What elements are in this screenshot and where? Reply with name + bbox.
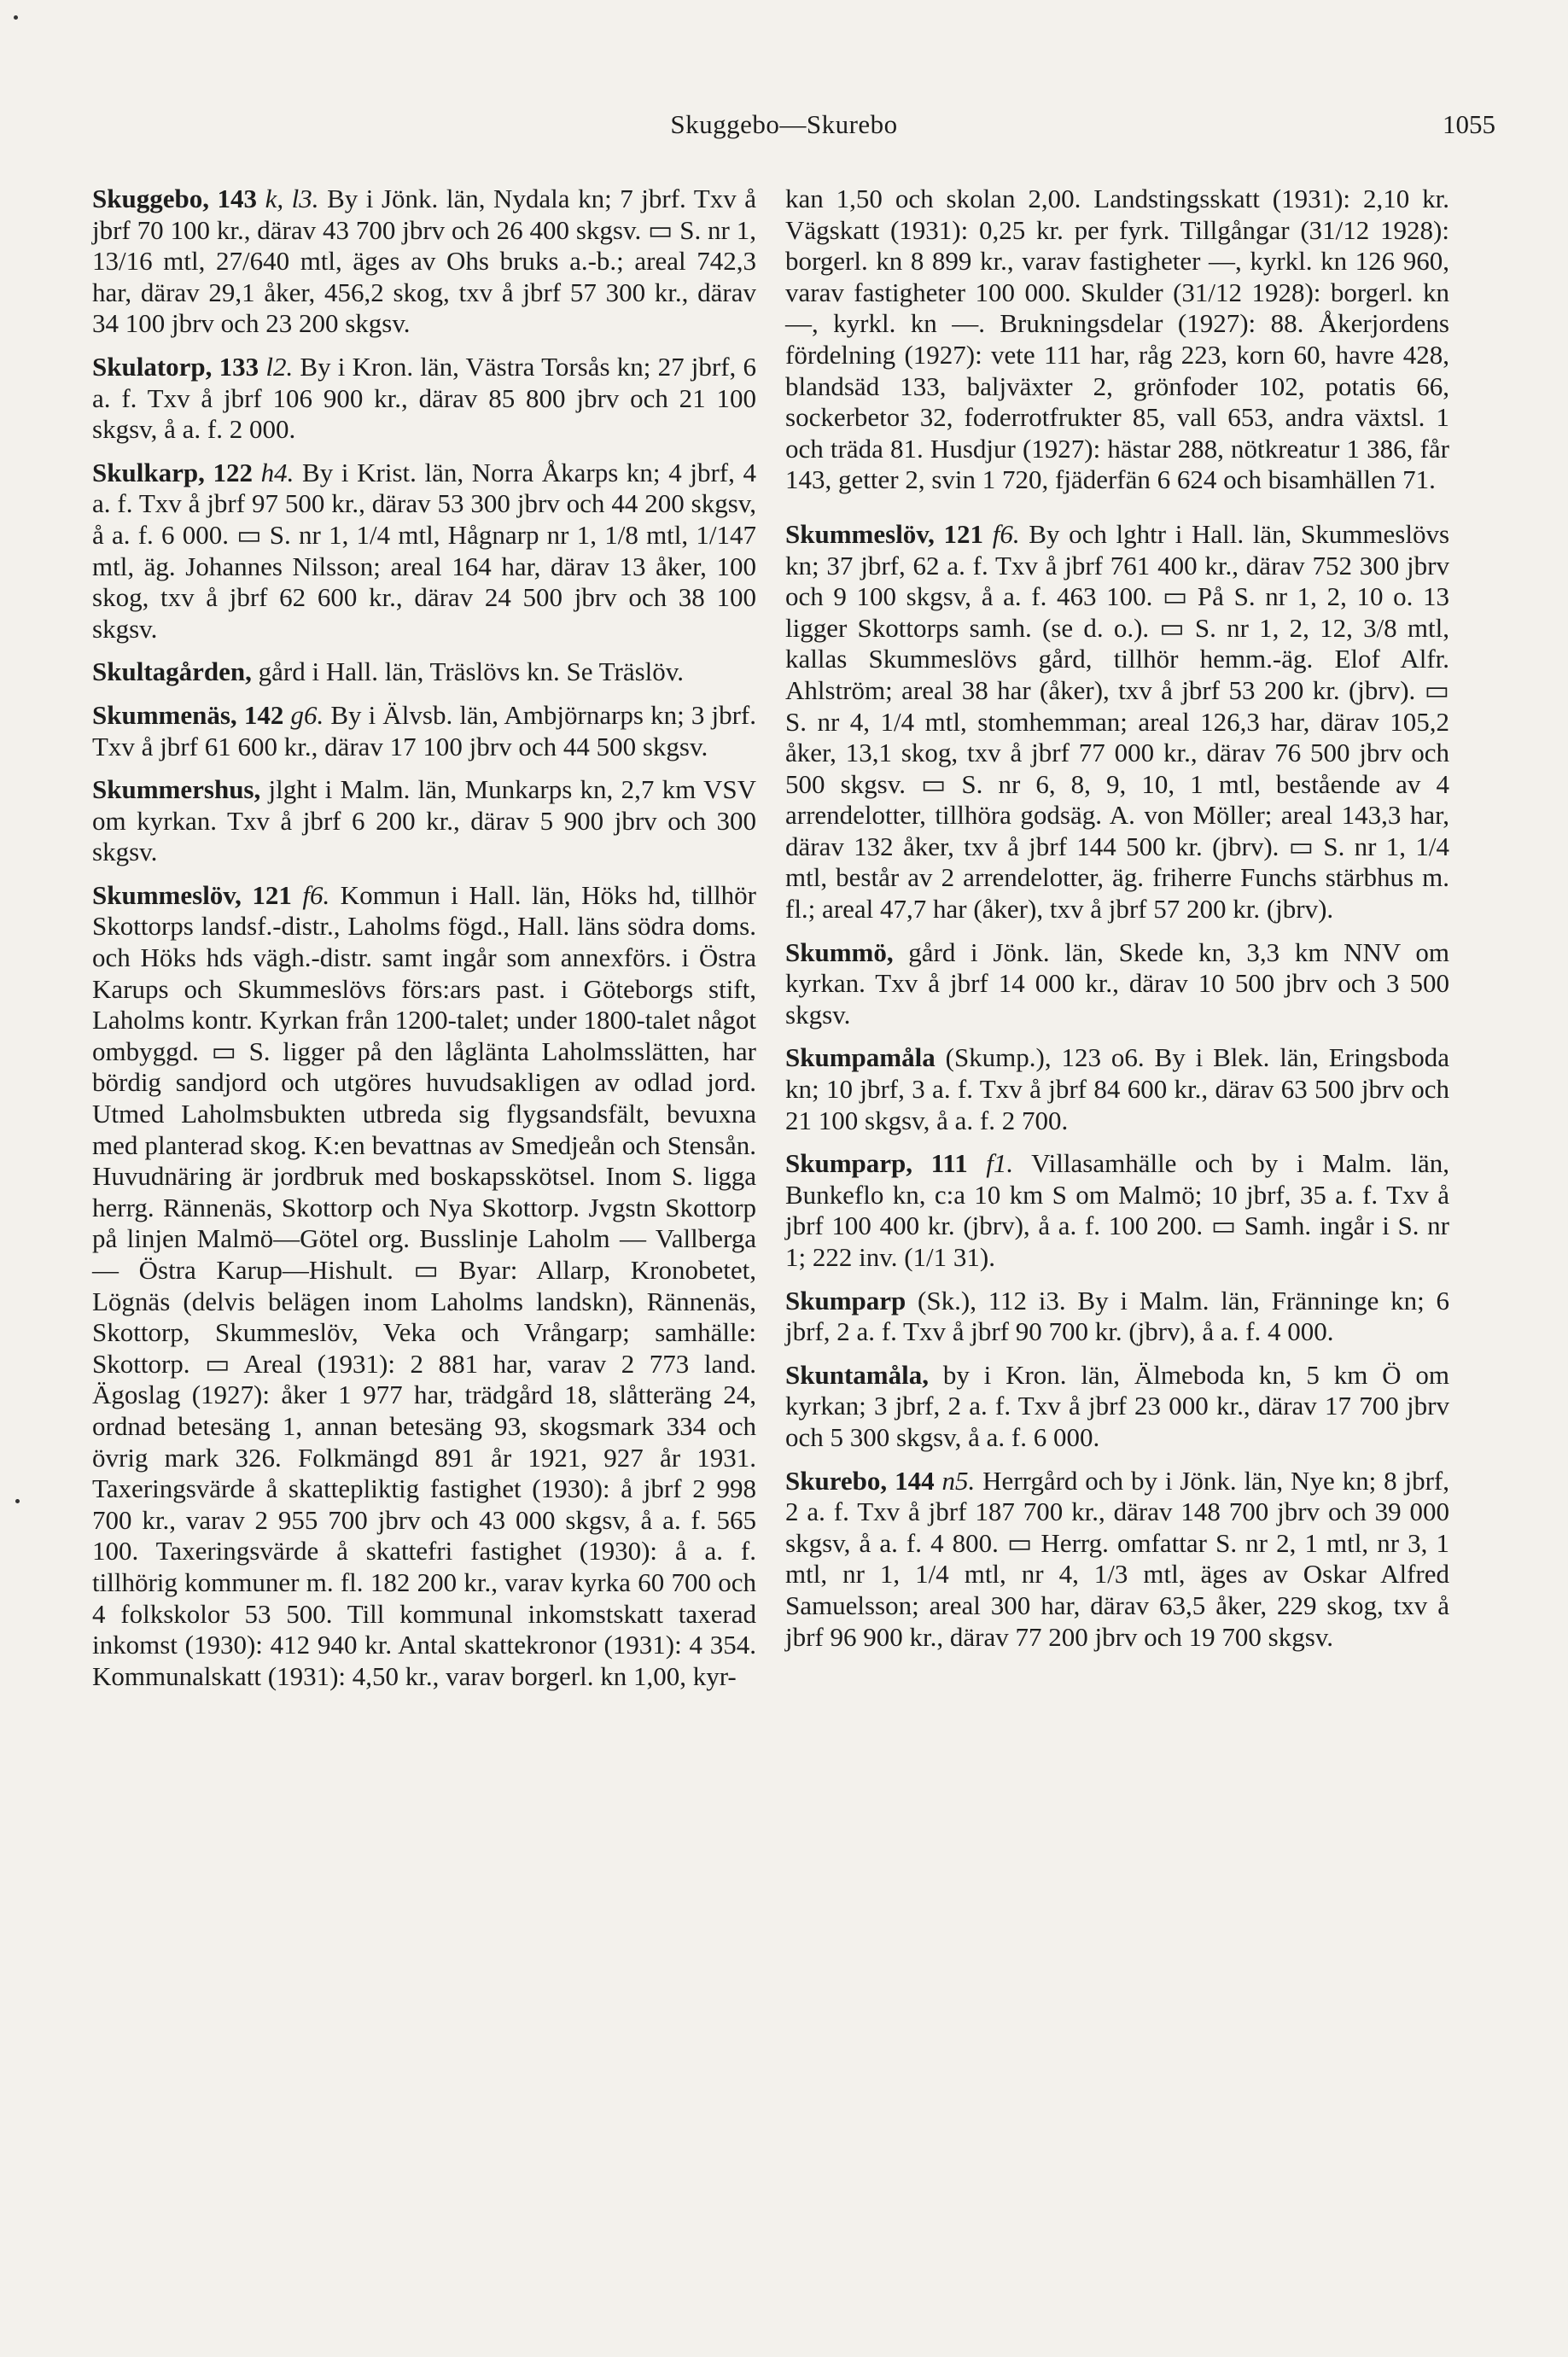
map-grid: f1. bbox=[986, 1148, 1014, 1179]
dictionary-entry bbox=[92, 352, 756, 446]
entry-text: (Sk.), 112 i3. By i Malm. län, Fränninge kn; 6 jbrf, 2 a. f. Txv å jbrf 90 700 kr. (jbrv), å a. f. 4 000. bbox=[785, 1285, 1449, 1347]
entry-headword: Skummershus, bbox=[92, 774, 261, 805]
entry-text: gård i Hall. län, Träslövs kn. Se Träslöv. bbox=[251, 656, 685, 687]
entry-text: By i Kron. län, Västra Torsås kn; 27 jbrf, 6 a. f. Txv å jbrf 106 900 kr., därav 85 800 jbrv och 21 100 skgsv, å a. f. 2 000. bbox=[92, 351, 756, 445]
map-reference: 121 bbox=[252, 879, 292, 910]
map-reference: 111 bbox=[930, 1148, 968, 1179]
dictionary-entry bbox=[785, 1042, 1449, 1136]
entry-headword: Skumparp bbox=[785, 1285, 906, 1316]
entry-headword: Skurebo, bbox=[785, 1465, 888, 1496]
running-title: Skuggebo—Skurebo bbox=[670, 109, 898, 139]
dictionary-entry bbox=[92, 184, 756, 340]
dictionary-entry bbox=[92, 880, 756, 1692]
entry-text: Villasamhälle och by i Malm. län, Bunkeflo kn, c:a 10 km S om Malmö; 10 jbrf, 35 a. f. Txv å jbrf 100 400 kr. (jbrv), å a. f. 100 200. ▭ Samh. ingår i S. nr 1; 222 inv. (1/1 31). bbox=[785, 1148, 1450, 1272]
map-grid: n5. bbox=[941, 1465, 976, 1496]
dictionary-entry bbox=[785, 937, 1449, 1031]
entry-headword: Skummö, bbox=[785, 936, 894, 967]
entry-text: gård i Jönk. län, Skede kn, 3,3 km NNV om kyrkan. Txv å jbrf 14 000 kr., därav 10 500 jbrv och 3 500 skgsv. bbox=[785, 936, 1449, 1030]
entry-headword: Skummeslöv, bbox=[92, 879, 242, 910]
entry-text: (Skump.), 123 o6. By i Blek. län, Eringsboda kn; 10 jbrf, 3 a. f. Txv å jbrf 84 600 kr., därav 63 500 jbrv och 21 100 skgsv, å a. f. 2 700. bbox=[785, 1042, 1449, 1135]
entry-text: By i Jönk. län, Nydala kn; 7 jbrf. Txv å jbrf 70 100 kr., därav 43 700 jbrv och 26 400 skgsv. ▭ S. nr 1, 13/16 mtl, 27/640 mtl, äges av Ohs bruks a.-b.; areal 742,3 har, därav 29,1 åker, 456,2 skog, txv å jbrf 57 300 kr., därav 34 100 jbrv och 23 200 skgsv. bbox=[92, 184, 757, 339]
entry-text: kan 1,50 och skolan 2,00. Landstingsskatt (1931): 2,10 kr. Vägskatt (1931): 0,25 kr. per fyrk. Tillgångar (31/12 1928): borgerl. kn 8 899 kr., varav fastigheter —, kyrkl. kn 126 960, varav fastigheter 100 000. Skulder (31/12 1928): borgerl. kn —, kyrkl. kn —. Brukningsdelar (1927): 88. Åkerjordens fördelning (1927): vete 111 har, råg 223, korn 60, havre 428, blandsäd 133, baljväxter 2, grönfoder 102, potatis 66, sockerbetor 32, foderrotfrukter 85, vall 653, andra växtsl. 1 och träda 81. Husdjur (1927): hästar 288, nötkreatur 1 386, får 143, getter 2, svin 1 720, fjäderfän 6 624 och bisamhällen 71. bbox=[785, 184, 1449, 495]
entry-headword: Skultagården, bbox=[92, 656, 252, 687]
entry-headword: Skuggebo, bbox=[92, 184, 209, 213]
left-column bbox=[92, 184, 756, 1704]
entry-headword: Skummenäs, bbox=[92, 699, 237, 730]
running-head bbox=[0, 109, 1568, 143]
entry-headword: Skulatorp, bbox=[92, 351, 213, 382]
entry-headword: Skuntamåla, bbox=[785, 1359, 929, 1390]
dictionary-entry bbox=[92, 656, 756, 688]
map-reference: 142 bbox=[243, 699, 284, 730]
entry-headword: Skulkarp, bbox=[92, 457, 205, 487]
map-grid: f6. bbox=[992, 518, 1020, 549]
map-reference: 122 bbox=[213, 457, 253, 487]
right-column bbox=[785, 184, 1449, 1665]
map-reference: 143 bbox=[217, 184, 258, 213]
map-grid: h4. bbox=[260, 457, 294, 487]
dictionary-entry bbox=[785, 184, 1449, 496]
map-reference: 144 bbox=[895, 1465, 935, 1496]
dictionary-entry bbox=[92, 774, 756, 868]
map-grid: k, l3. bbox=[265, 184, 319, 213]
entry-text: By i Älvsb. län, Ambjörnarps kn; 3 jbrf. Txv å jbrf 61 600 kr., därav 17 100 jbrv och 44 500 skgsv. bbox=[92, 699, 757, 761]
entry-text: by i Kron. län, Älmeboda kn, 5 km Ö om kyrkan; 3 jbrf, 2 a. f. Txv å jbrf 23 000 kr., därav 17 700 jbrv och 5 300 skgsv, å a. f. 6 000. bbox=[785, 1359, 1449, 1452]
dictionary-entry bbox=[92, 458, 756, 645]
entry-text: jlght i Malm. län, Munkarps kn, 2,7 km VSV om kyrkan. Txv å jbrf 6 200 kr., därav 5 900 jbrv och 300 skgsv. bbox=[92, 774, 756, 867]
entry-text: Herrgård och by i Jönk. län, Nye kn; 8 jbrf, 2 a. f. Txv å jbrf 187 700 kr., därav 148 700 jbrv och 39 000 skgsv, å a. f. 4 800. ▭ Herrg. omfattar S. nr 2, 1 mtl, nr 3, 1 mtl, nr 1, 1/4 mtl, nr 4, 1/3 mtl, äges av Oskar Alfred Samuelsson; areal 300 har, därav 63,5 åker, 229 skog, txv å jbrf 96 900 kr., därav 77 200 jbrv och 19 700 skgsv. bbox=[785, 1465, 1449, 1652]
dictionary-entry bbox=[785, 1466, 1449, 1654]
dictionary-entry bbox=[92, 700, 756, 762]
page-number: 1055 bbox=[1443, 109, 1495, 139]
entry-headword: Skummeslöv, bbox=[785, 518, 935, 549]
entry-text: By och lghtr i Hall. län, Skummeslövs kn; 37 jbrf, 62 a. f. Txv å jbrf 761 400 kr., därav 752 300 jbrv och 9 100 skgsv, å a. f. 463 100. ▭ På S. nr 1, 2, 10 o. 13 ligger Skottorps samh. (se d. o.). ▭ S. nr 1, 2, 12, 3/8 mtl, kallas Skummeslövs gård, tillhör hemm.-äg. Elof Alfr. Ahlström; areal 38 har (åker), txv å jbrf 53 200 kr. (jbrv). ▭ S. nr 4, 1/4 mtl, stomhemman; areal 126,3 har, därav 105,2 åker, 13,1 skog, txv å jbrf 77 000 kr., därav 76 500 jbrv och 500 skgsv. ▭ S. nr 6, 8, 9, 10, 1 mtl, bestående av 4 arrendelotter, tillhöra godsäg. A. von Möller; areal 143,3 har, därav 132 åker, txv å jbrf 144 500 kr. (jbrv). ▭ S. nr 1, 1/4 mtl, består av 2 arrendelotter, äg. friherre Funchs stärbhus m. fl.; areal 47,7 har (åker), txv å jbrf 57 200 kr. (jbrv). bbox=[785, 518, 1450, 925]
map-grid: g6. bbox=[290, 699, 324, 730]
dictionary-entry bbox=[785, 1360, 1449, 1454]
margin-speck bbox=[14, 15, 18, 20]
dictionary-entry bbox=[785, 519, 1449, 925]
margin-speck bbox=[15, 1499, 20, 1503]
dictionary-entry bbox=[785, 1148, 1449, 1273]
dictionary-entry bbox=[785, 1286, 1449, 1348]
map-reference: 133 bbox=[219, 351, 259, 382]
map-grid: f6. bbox=[302, 879, 330, 910]
entry-text: By i Krist. län, Norra Åkarps kn; 4 jbrf, 4 a. f. Txv å jbrf 97 500 kr., därav 53 300 jbrv och 44 200 skgsv, å a. f. 6 000. ▭ S. nr 1, 1/4 mtl, Hågnarp nr 1, 1/8 mtl, 1/147 mtl, äg. Johannes Nilsson; areal 164 har, därav 13 åker, 100 skog, txv å jbrf 62 600 kr., därav 24 500 jbrv och 38 100 skgsv. bbox=[92, 457, 756, 644]
map-grid: l2. bbox=[265, 351, 294, 382]
map-reference: 121 bbox=[943, 518, 984, 549]
entry-text: Kommun i Hall. län, Höks hd, tillhör Skottorps landsf.-distr., Laholms fögd., Hall. läns södra doms. och Höks hds vägh.-distr. samt ingår som annexförs. i Östra Karups och Skummeslövs förs:ars past. i Göteborgs stift, Laholms kontr. Kyrkan från 1200-talet; under 1800-talet något ombyggd. ▭ S. ligger på den låglänta Laholmsslätten, har bördig sandjord och utgöres huvudsakligen av odlad jord. Utmed Laholmsbukten utbreda sig flygsandsfält, bevuxna med planterad skog. K:en bevattnas av Smedjeån och Stensån. Huvudnäring är jordbruk med boskapsskötsel. Inom S. ligga herrg. Rännenäs, Skottorp och Nya Skottorp. Jvgstn Skottorp på linjen Malmö—Götel org. Busslinje Laholm — Vallberga — Östra Karup—Hishult. ▭ Byar: Allarp, Kronobetet, Lögnäs (delvis belägen inom Laholms landskn), Rännenäs, Skottorp, Skummeslöv, Veka och Vrångarp; samhälle: Skottorp. ▭ Areal (1931): 2 881 har, varav 2 773 land. Ägoslag (1927): åker 1 977 har, trädgård 18, slåtteräng 24, ordnad betesäng 1, annan betesäng 93, skogsmark 334 och övrig mark 326. Folkmängd 891 år 1921, 927 år 1931. Taxeringsvärde å skattepliktig fastighet (1930): å jbrf 2 998 700 kr., varav 2 955 700 jbrv och 43 000 skgsv, å a. f. 565 100. Taxeringsvärde å skattefri fastighet (1930): å a. f. tillhörig kommuner m. fl. 182 200 kr., varav kyrka 60 700 och 4 folkskolor 53 500. Till kommunal inkomstskatt taxerad inkomst (1930): 412 940 kr. Antal skattekronor (1931): 4 354. Kommunalskatt (1931): 4,50 kr., varav borgerl. kn 1,00, kyr- bbox=[92, 879, 757, 1691]
entry-headword: Skumpamåla bbox=[785, 1042, 936, 1073]
entry-headword: Skumparp, bbox=[785, 1148, 913, 1179]
